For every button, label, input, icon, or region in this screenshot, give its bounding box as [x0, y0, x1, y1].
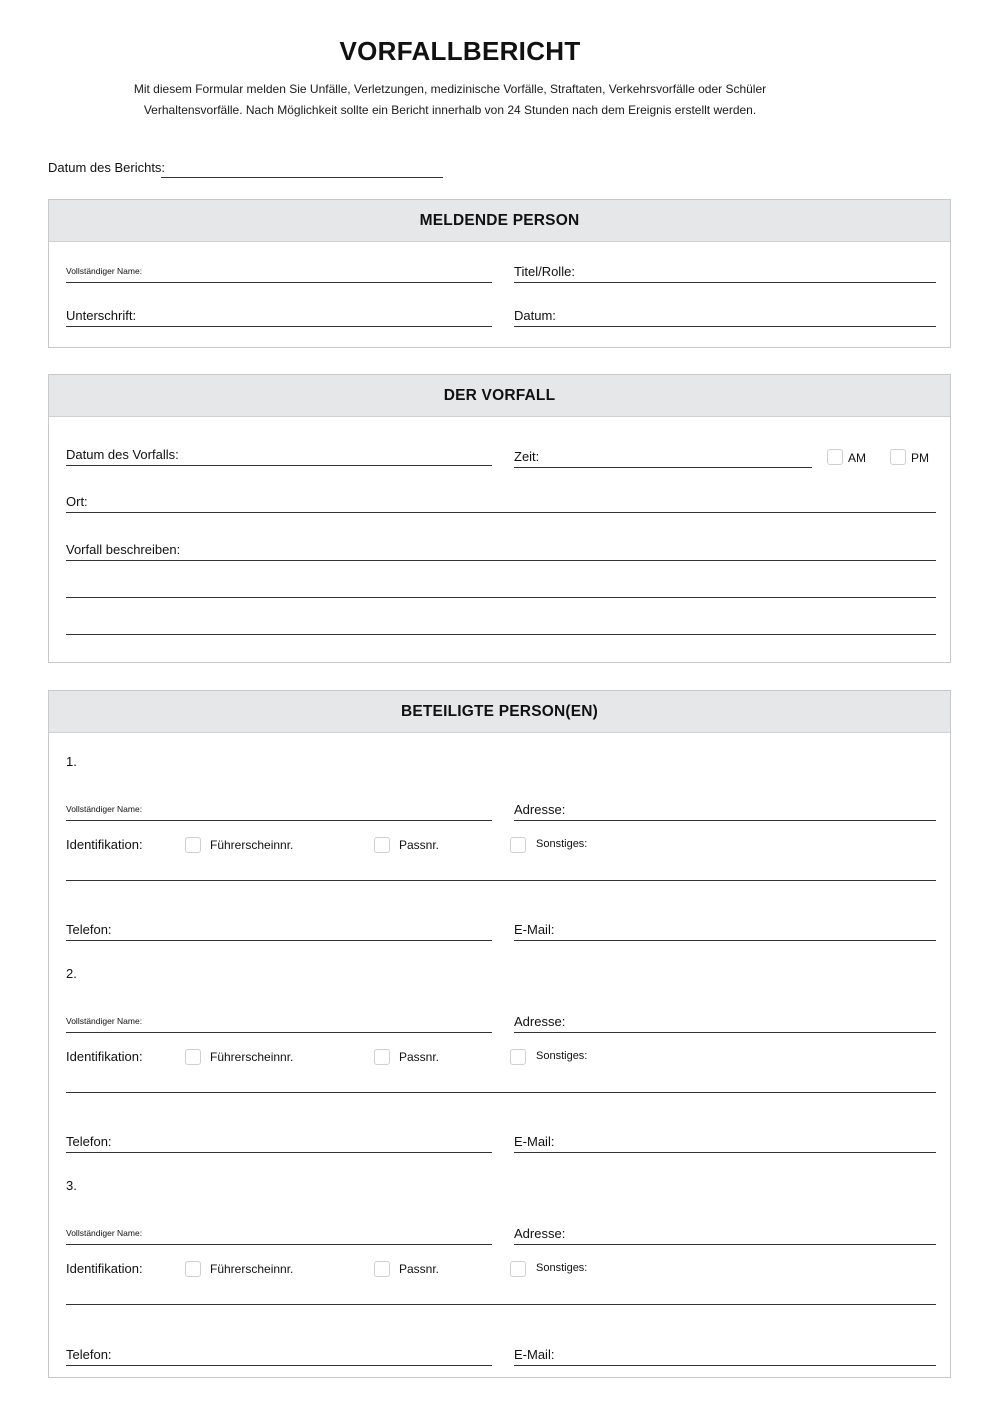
incident-description-line-2[interactable] — [66, 597, 936, 598]
incident-date-label: Datum des Vorfalls: — [66, 447, 179, 462]
person-3-passport-checkbox[interactable] — [374, 1261, 390, 1277]
reporter-signature-label: Unterschrift: — [66, 308, 137, 323]
person-2-phone-field[interactable] — [66, 1129, 492, 1153]
person-2-drivers-license-label: Führerscheinnr. — [210, 1050, 294, 1064]
person-3-passport-label: Passnr. — [399, 1262, 440, 1276]
person-2-drivers-license-checkbox[interactable] — [185, 1049, 201, 1065]
reporter-title-role-label: Titel/Rolle: — [514, 264, 575, 279]
person-2-address-field[interactable] — [514, 1009, 936, 1033]
incident-description-line-3[interactable] — [66, 634, 936, 635]
pm-checkbox[interactable] — [890, 449, 906, 465]
person-3-email-field[interactable] — [514, 1342, 936, 1366]
reporter-signature-field[interactable] — [66, 303, 492, 327]
person-1-identification-line[interactable] — [66, 880, 936, 881]
person-2-other-checkbox[interactable] — [510, 1049, 526, 1065]
report-date-field[interactable] — [161, 177, 443, 178]
person-2-identification-label: Identifikation: — [66, 1049, 143, 1064]
person-2-address-label: Adresse: — [514, 1014, 566, 1029]
reporter-date-field[interactable] — [514, 303, 936, 327]
incident-location-label: Ort: — [66, 494, 88, 509]
person-1-address-label: Adresse: — [514, 802, 566, 817]
person-2-identification-line[interactable] — [66, 1092, 936, 1093]
person-3-identification-label: Identifikation: — [66, 1261, 143, 1276]
page-title: VORFALLBERICHT — [339, 36, 581, 66]
person-2-passport-checkbox[interactable] — [374, 1049, 390, 1065]
person-1-passport-label: Passnr. — [399, 838, 440, 852]
person-2-email-field[interactable] — [514, 1129, 936, 1153]
person-2-number: 2. — [66, 966, 77, 981]
report-date-label: Datum des Berichts: — [48, 160, 166, 175]
person-3-phone-label: Telefon: — [66, 1347, 112, 1362]
person-1-identification-label: Identifikation: — [66, 837, 143, 852]
reporter-section — [48, 199, 951, 348]
incident-section-header: DER VORFALL — [49, 375, 950, 417]
person-1-phone-label: Telefon: — [66, 922, 112, 937]
person-1-other-label: Sonstiges: — [536, 838, 588, 850]
incident-date-field[interactable] — [66, 442, 492, 466]
intro-text: Mit diesem Formular melden Sie Unfälle, Verletzungen, medizinische Vorfälle, Straftaten, Verkehrsvorfälle oder Schüler Verhaltensvorfälle. Nach Möglichkeit sollte ein Bericht innerhalb von 24 Stunden nach dem Ereignis erstellt werden. — [133, 82, 767, 117]
person-1-number: 1. — [66, 754, 77, 769]
am-label: AM — [848, 451, 866, 465]
person-3-full-name-field[interactable] — [66, 1221, 492, 1245]
incident-location-field[interactable] — [66, 489, 936, 513]
reporter-full-name-field[interactable] — [66, 259, 492, 283]
person-1-other-checkbox[interactable] — [510, 837, 526, 853]
person-1-drivers-license-checkbox[interactable] — [185, 837, 201, 853]
involved-section-header: BETEILIGTE PERSON(EN) — [49, 691, 950, 733]
person-2-passport-label: Passnr. — [399, 1050, 440, 1064]
person-3-address-field[interactable] — [514, 1221, 936, 1245]
person-2-full-name-field[interactable] — [66, 1009, 492, 1033]
incident-time-label: Zeit: — [514, 449, 540, 464]
person-1-phone-field[interactable] — [66, 917, 492, 941]
person-3-number: 3. — [66, 1178, 77, 1193]
person-3-drivers-license-label: Führerscheinnr. — [210, 1262, 294, 1276]
person-3-drivers-license-checkbox[interactable] — [185, 1261, 201, 1277]
reporter-section-header: MELDENDE PERSON — [49, 200, 950, 242]
incident-section — [48, 374, 951, 663]
pm-label: PM — [911, 451, 929, 465]
reporter-full-name-label: Vollständiger Name: — [66, 266, 143, 276]
person-3-other-checkbox[interactable] — [510, 1261, 526, 1277]
person-1-passport-checkbox[interactable] — [374, 837, 390, 853]
person-3-email-label: E-Mail: — [514, 1347, 555, 1362]
person-1-email-field[interactable] — [514, 917, 936, 941]
person-3-address-label: Adresse: — [514, 1226, 566, 1241]
person-1-address-field[interactable] — [514, 797, 936, 821]
person-3-full-name-label: Vollständiger Name: — [66, 1228, 143, 1238]
person-1-full-name-label: Vollständiger Name: — [66, 804, 143, 814]
involved-section — [48, 690, 951, 1378]
person-2-phone-label: Telefon: — [66, 1134, 112, 1149]
am-checkbox[interactable] — [827, 449, 843, 465]
person-1-full-name-field[interactable] — [66, 797, 492, 821]
person-2-full-name-label: Vollständiger Name: — [66, 1016, 143, 1026]
person-2-other-label: Sonstiges: — [536, 1050, 588, 1062]
incident-time-field[interactable] — [514, 444, 812, 468]
person-2-email-label: E-Mail: — [514, 1134, 555, 1149]
incident-description-field[interactable] — [66, 537, 936, 561]
person-1-email-label: E-Mail: — [514, 922, 555, 937]
reporter-title-role-field[interactable] — [514, 259, 936, 283]
person-3-identification-line[interactable] — [66, 1304, 936, 1305]
incident-description-label: Vorfall beschreiben: — [66, 542, 181, 557]
person-1-drivers-license-label: Führerscheinnr. — [210, 838, 294, 852]
reporter-date-label: Datum: — [514, 308, 556, 323]
person-3-other-label: Sonstiges: — [536, 1262, 588, 1274]
person-3-phone-field[interactable] — [66, 1342, 492, 1366]
